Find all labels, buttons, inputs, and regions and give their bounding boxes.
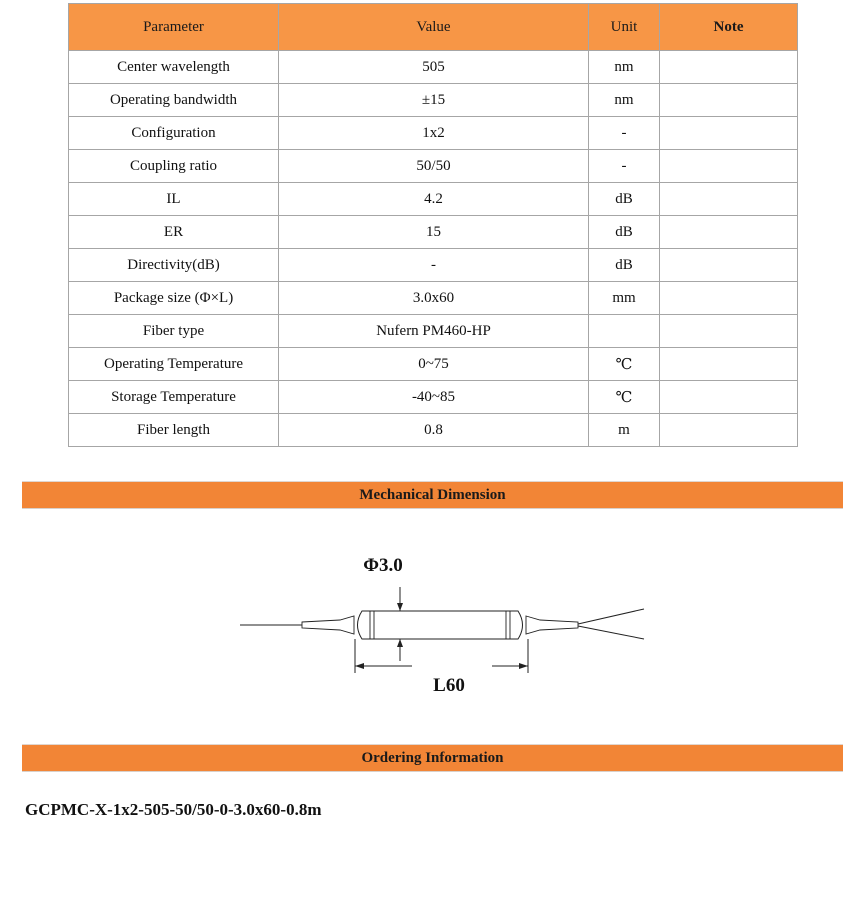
header-note: Note (660, 4, 798, 51)
mechanical-drawing (230, 545, 650, 705)
value-cell: ±15 (279, 84, 589, 117)
header-unit: Unit (589, 4, 660, 51)
value-cell: 4.2 (279, 183, 589, 216)
note-cell (660, 51, 798, 84)
param-cell: ER (69, 216, 279, 249)
diameter-dimension (397, 587, 403, 661)
param-cell: Operating Temperature (69, 348, 279, 381)
param-cell: Directivity(dB) (69, 249, 279, 282)
header-parameter: Parameter (69, 4, 279, 51)
value-cell: 0.8 (279, 414, 589, 447)
param-cell: Fiber type (69, 315, 279, 348)
unit-cell: dB (589, 183, 660, 216)
value-cell: 505 (279, 51, 589, 84)
note-cell (660, 381, 798, 414)
note-cell (660, 315, 798, 348)
table-row (69, 282, 798, 315)
right-boot (526, 616, 578, 634)
unit-cell (589, 315, 660, 348)
param-cell: Fiber length (69, 414, 279, 447)
table-row (69, 315, 798, 348)
unit-cell: nm (589, 84, 660, 117)
value-cell: 1x2 (279, 117, 589, 150)
param-cell: IL (69, 183, 279, 216)
param-cell: Storage Temperature (69, 381, 279, 414)
note-cell (660, 117, 798, 150)
table-row (69, 249, 798, 282)
ordering-information-header: Ordering Information (22, 744, 843, 772)
table-row (69, 216, 798, 249)
coupler-tube (358, 611, 523, 639)
value-cell: 0~75 (279, 348, 589, 381)
spec-table (68, 3, 798, 447)
note-cell (660, 414, 798, 447)
unit-cell: dB (589, 216, 660, 249)
note-cell (660, 216, 798, 249)
left-boot (302, 616, 354, 634)
param-cell: Configuration (69, 117, 279, 150)
param-cell: Operating bandwidth (69, 84, 279, 117)
table-row (69, 414, 798, 447)
param-cell: Coupling ratio (69, 150, 279, 183)
length-dimension (355, 639, 528, 673)
unit-cell: dB (589, 249, 660, 282)
unit-cell: m (589, 414, 660, 447)
output-fiber-2 (578, 626, 644, 639)
table-row (69, 183, 798, 216)
diameter-label: Φ3.0 (363, 555, 403, 576)
note-cell (660, 348, 798, 381)
table-row (69, 117, 798, 150)
param-cell: Center wavelength (69, 51, 279, 84)
table-row (69, 348, 798, 381)
note-cell (660, 183, 798, 216)
param-cell: Package size (Φ×L) (69, 282, 279, 315)
unit-cell: ℃ (589, 348, 660, 381)
ordering-code: GCPMC-X-1x2-505-50/50-0-3.0x60-0.8m (25, 800, 322, 819)
table-row (69, 381, 798, 414)
value-cell: - (279, 249, 589, 282)
output-fiber-1 (578, 609, 644, 624)
unit-cell: nm (589, 51, 660, 84)
table-row (69, 150, 798, 183)
value-cell: 3.0x60 (279, 282, 589, 315)
unit-cell: - (589, 117, 660, 150)
note-cell (660, 282, 798, 315)
unit-cell: mm (589, 282, 660, 315)
unit-cell: ℃ (589, 381, 660, 414)
value-cell: -40~85 (279, 381, 589, 414)
spec-table-header (69, 4, 798, 51)
table-row (69, 51, 798, 84)
mechanical-dimension-header: Mechanical Dimension (22, 481, 843, 509)
header-value: Value (279, 4, 589, 51)
value-cell: 15 (279, 216, 589, 249)
note-cell (660, 84, 798, 117)
note-cell (660, 150, 798, 183)
unit-cell: - (589, 150, 660, 183)
value-cell: Nufern PM460-HP (279, 315, 589, 348)
table-row (69, 84, 798, 117)
value-cell: 50/50 (279, 150, 589, 183)
length-label: L60 (433, 675, 465, 696)
note-cell (660, 249, 798, 282)
